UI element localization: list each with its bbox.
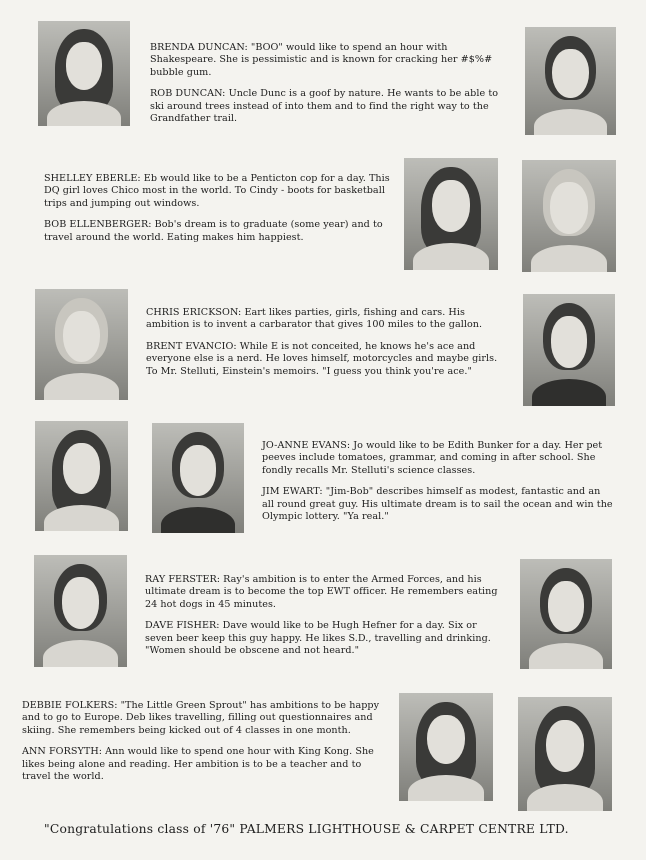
portrait-debbie-folkers <box>399 693 493 801</box>
portrait-bob-ellenberger <box>522 160 616 272</box>
portrait-ray-ferster <box>34 555 127 667</box>
bio-dave-fisher: DAVE FISHER: Dave would like to be Hugh Hefner for a day. Six or seven beer keep this guy happy. He likes S.D., travelling and drinking. "Women should be obscene and not heard." <box>145 620 491 657</box>
portrait-rob-duncan <box>525 27 616 135</box>
portrait-shelley-eberle <box>404 158 498 270</box>
bio-rob-duncan: ROB DUNCAN: Uncle Dunc is a goof by nature. He wants to be able to ski around trees instead of into them and to find the right way to the Grandfather trail. <box>150 88 499 125</box>
bio-block-6 <box>22 700 382 792</box>
bio-ann-forsyth: ANN FORSYTH: Ann would like to spend one hour with King Kong. She likes being alone and reading. Her ambition is to be a teacher and to travel the world. <box>22 746 374 783</box>
bio-jo-anne-evans: JO-ANNE EVANS: Jo would like to be Edith Bunker for a day. Her pet peeves include tomatoes, grammar, and coming in after school. She fondly recalls Mr. Stelluti's science classes. <box>262 440 603 476</box>
bio-block-3 <box>146 307 504 387</box>
portrait-jim-ewart <box>152 423 244 533</box>
bio-debbie-folkers: DEBBIE FOLKERS: "The Little Green Sprout" has ambitions to be happy and to go to Europe. Deb likes travelling, filling out questionnaires and skiing. She remembers being kicked out of 4 classes in one month. <box>22 700 380 736</box>
bio-shelley-eberle: SHELLEY EBERLE: Eb would like to be a Penticton cop for a day. This DQ girl loves Chico most in the world. To Cindy - boots for basketball trips and jumping out windows. <box>44 173 390 209</box>
portrait-jo-anne-evans <box>35 421 128 531</box>
portrait-chris-erickson <box>35 289 128 400</box>
bio-brenda-duncan: BRENDA DUNCAN: "BOO" would like to spend an hour with Shakespeare. She is pessimistic and is known for cracking her #$%# bubble gum. <box>150 42 493 78</box>
portrait-brenda-duncan <box>38 21 130 126</box>
bio-block-4 <box>262 440 614 532</box>
bio-block-5 <box>145 574 503 666</box>
portrait-ann-forsyth <box>518 697 612 811</box>
bio-block-1 <box>150 42 505 134</box>
bio-chris-erickson: CHRIS ERICKSON: Eart likes parties, girls, fishing and cars. His ambition is to invent a carbarator that gives 100 miles to the gallon. <box>146 307 483 331</box>
bio-block-2 <box>44 173 394 253</box>
portrait-brent-evancio <box>523 294 615 406</box>
portrait-dave-fisher <box>520 559 612 669</box>
sponsor-footer: "Congratulations class of '76" PALMERS LIGHTHOUSE & CARPET CENTRE LTD. <box>44 822 569 836</box>
bio-ray-ferster: RAY FERSTER: Ray's ambition is to enter the Armed Forces, and his ultimate dream is to become the top EWT officer. He remembers eating 24 hot dogs in 45 minutes. <box>145 574 498 610</box>
bio-bob-ellenberger: BOB ELLENBERGER: Bob's dream is to graduate (some year) and to travel around the world. Eating makes him happiest. <box>44 219 383 243</box>
bio-brent-evancio: BRENT EVANCIO: While E is not conceited, he knows he's ace and everyone else is a nerd. He loves himself, motorcycles and maybe girls. To Mr. Stelluti, Einstein's memoirs. "I guess you think you're ace." <box>146 340 498 377</box>
bio-jim-ewart: JIM EWART: "Jim-Bob" describes himself as modest, fantastic and an all round great guy. His ultimate dream is to sail the ocean and win the Olympic lottery. "Ya real." <box>262 486 613 523</box>
